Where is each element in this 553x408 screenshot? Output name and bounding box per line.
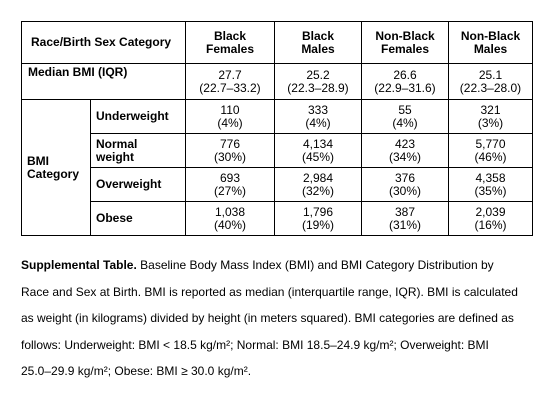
table-cell: 2,984 (32%) xyxy=(275,168,362,202)
caption-text: Baseline Body Mass Index (BMI) and BMI Category Distribution by Race and Sex at Birth. BMI is reported as median (interquartile range, IQR). BMI is calculated as weight (in kilograms) divided by height (in meters squared). BMI categories are defined as follows: Underweight: BMI < 18.5 kg/m²; Normal: BMI 18.5–24.9 kg/m²; Overweight: BMI 25.0–29.9 kg/m²; Obese: BMI ≥ 30.0 kg/m². xyxy=(21,258,518,378)
table-cell: 4,358 (35%) xyxy=(449,168,533,202)
table-cell: 376 (30%) xyxy=(362,168,449,202)
table-cell: 423 (34%) xyxy=(362,134,449,168)
table-cell: 776 (30%) xyxy=(186,134,275,168)
median-row xyxy=(22,64,533,100)
header-black-males: Black Males xyxy=(275,22,362,64)
table-cell: 693 (27%) xyxy=(186,168,275,202)
table-row-underweight xyxy=(22,100,533,134)
table-header-row xyxy=(22,22,533,64)
table-cell: 1,038 (40%) xyxy=(186,202,275,236)
row-label-underweight: Underweight xyxy=(91,100,186,134)
median-cell: 25.2 (22.3–28.9) xyxy=(275,64,362,100)
table-row-obese xyxy=(22,202,533,236)
table-cell: 4,134 (45%) xyxy=(275,134,362,168)
header-category: Race/Birth Sex Category xyxy=(22,22,186,64)
bmi-category-group-label: BMI Category xyxy=(22,100,91,236)
row-label-normal-weight: Normal weight xyxy=(91,134,186,168)
header-nonblack-females: Non-Black Females xyxy=(362,22,449,64)
table-cell: 321 (3%) xyxy=(449,100,533,134)
header-nonblack-males: Non-Black Males xyxy=(449,22,533,64)
median-cell: 27.7 (22.7–33.2) xyxy=(186,64,275,100)
header-black-females: Black Females xyxy=(186,22,275,64)
bmi-distribution-table xyxy=(21,21,533,236)
row-label-overweight: Overweight xyxy=(91,168,186,202)
table-cell: 333 (4%) xyxy=(275,100,362,134)
row-label-obese: Obese xyxy=(91,202,186,236)
median-cell: 25.1 (22.3–28.0) xyxy=(449,64,533,100)
table-cell: 387 (31%) xyxy=(362,202,449,236)
median-cell: 26.6 (22.9–31.6) xyxy=(362,64,449,100)
table-row-overweight xyxy=(22,168,533,202)
median-label: Median BMI (IQR) xyxy=(22,64,186,100)
table-caption xyxy=(21,252,521,385)
table-cell: 2,039 (16%) xyxy=(449,202,533,236)
table-cell: 55 (4%) xyxy=(362,100,449,134)
table-cell: 1,796 (19%) xyxy=(275,202,362,236)
table-cell: 110 (4%) xyxy=(186,100,275,134)
caption-title: Supplemental Table. xyxy=(21,258,137,272)
table-cell: 5,770 (46%) xyxy=(449,134,533,168)
table-row-normal-weight xyxy=(22,134,533,168)
